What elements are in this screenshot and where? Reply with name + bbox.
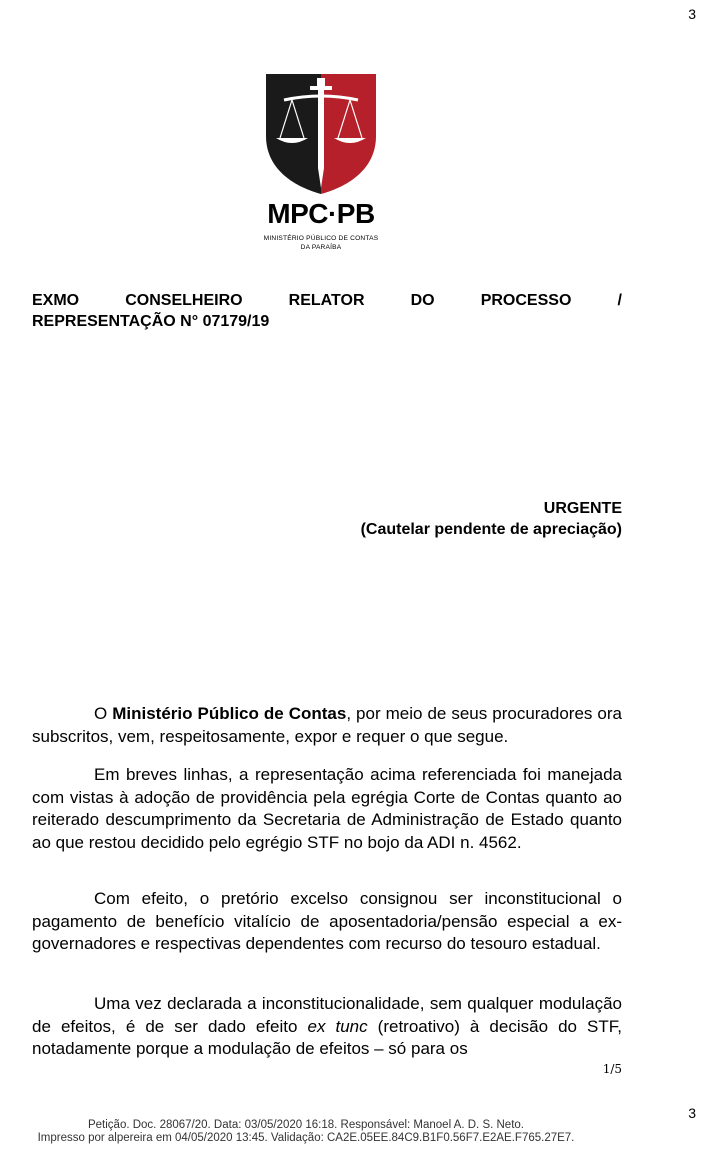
page-footer-number: 1/5 bbox=[602, 1062, 622, 1076]
document-stamp-line2: Impresso por alpereira em 04/05/2020 13:45. Validação: CA2E.05EE.84C9.B1F0.56F7.E2AE.F765.27E7. bbox=[37, 1132, 575, 1144]
urgent-notice bbox=[361, 498, 622, 540]
addressee-word: DO bbox=[410, 292, 435, 309]
logo-name: MPC·PB bbox=[267, 198, 375, 229]
addressee-word: PROCESSO bbox=[480, 292, 572, 309]
paragraph-text: Com efeito, o pretório excelso consignou ser inconstitucional o pagamento de benefício vitalício de aposentadoria/pensão especial a ex-governadores e respectivas dependentes com recurso do tesouro estadual. bbox=[32, 889, 622, 953]
addressee-word: CONSELHEIRO bbox=[125, 292, 243, 309]
paragraph-text: O bbox=[94, 704, 113, 723]
paragraph-bold-text: Ministério Público de Contas bbox=[112, 704, 347, 723]
paragraph-2 bbox=[32, 764, 622, 854]
addressee-heading bbox=[32, 290, 622, 332]
shield-scales-icon bbox=[262, 72, 380, 196]
page-number-top: 3 bbox=[688, 6, 696, 22]
addressee-line1 bbox=[32, 290, 622, 311]
logo-subtitle-line2: DA PARAÍBA bbox=[300, 244, 342, 251]
paragraph-italic-text: ex tunc bbox=[307, 1016, 368, 1036]
addressee-word: RELATOR bbox=[288, 292, 365, 309]
paragraph-1 bbox=[32, 703, 622, 748]
addressee-word: EXMO bbox=[32, 292, 80, 309]
addressee-word: / bbox=[617, 292, 622, 309]
document-stamp-line1: Petição. Doc. 28067/20. Data: 03/05/2020 16:18. Responsável: Manoel A. D. S. Neto. bbox=[87, 1119, 524, 1131]
paragraph-4 bbox=[32, 993, 622, 1061]
paragraph-3 bbox=[32, 888, 622, 956]
mpc-pb-logo bbox=[262, 72, 380, 254]
urgent-label: URGENTE bbox=[543, 500, 622, 517]
paragraph-text: , por meio de seus procuradores ora subscritos, vem, respeitosamente, expor e requer o que segue. bbox=[32, 704, 622, 746]
addressee-line2: REPRESENTAÇÃO N° 07179/19 bbox=[32, 313, 270, 330]
paragraph-text: Uma vez declarada a inconstitucionalidade, sem qualquer modulação de efeitos, é de ser dado efeito bbox=[32, 994, 622, 1036]
urgent-note: (Cautelar pendente de apreciação) bbox=[360, 521, 622, 538]
page-number-bottom: 3 bbox=[688, 1105, 696, 1121]
paragraph-text: (retroativo) à decisão do STF, notadamente porque a modulação de efeitos – só para os bbox=[32, 1016, 622, 1058]
logo-subtitle-line1: MINISTÉRIO PÚBLICO DE CONTAS bbox=[263, 235, 379, 242]
paragraph-text: Em breves linhas, a representação acima referenciada foi manejada com vistas à adoção de providência pela egrégia Corte de Contas quanto ao reiterado descumprimento da Secretaria de Administração de Estado quanto ao que restou decidido pelo egrégio STF no bojo da ADI n. 4562. bbox=[32, 765, 622, 852]
logo-subtitle bbox=[262, 234, 380, 252]
